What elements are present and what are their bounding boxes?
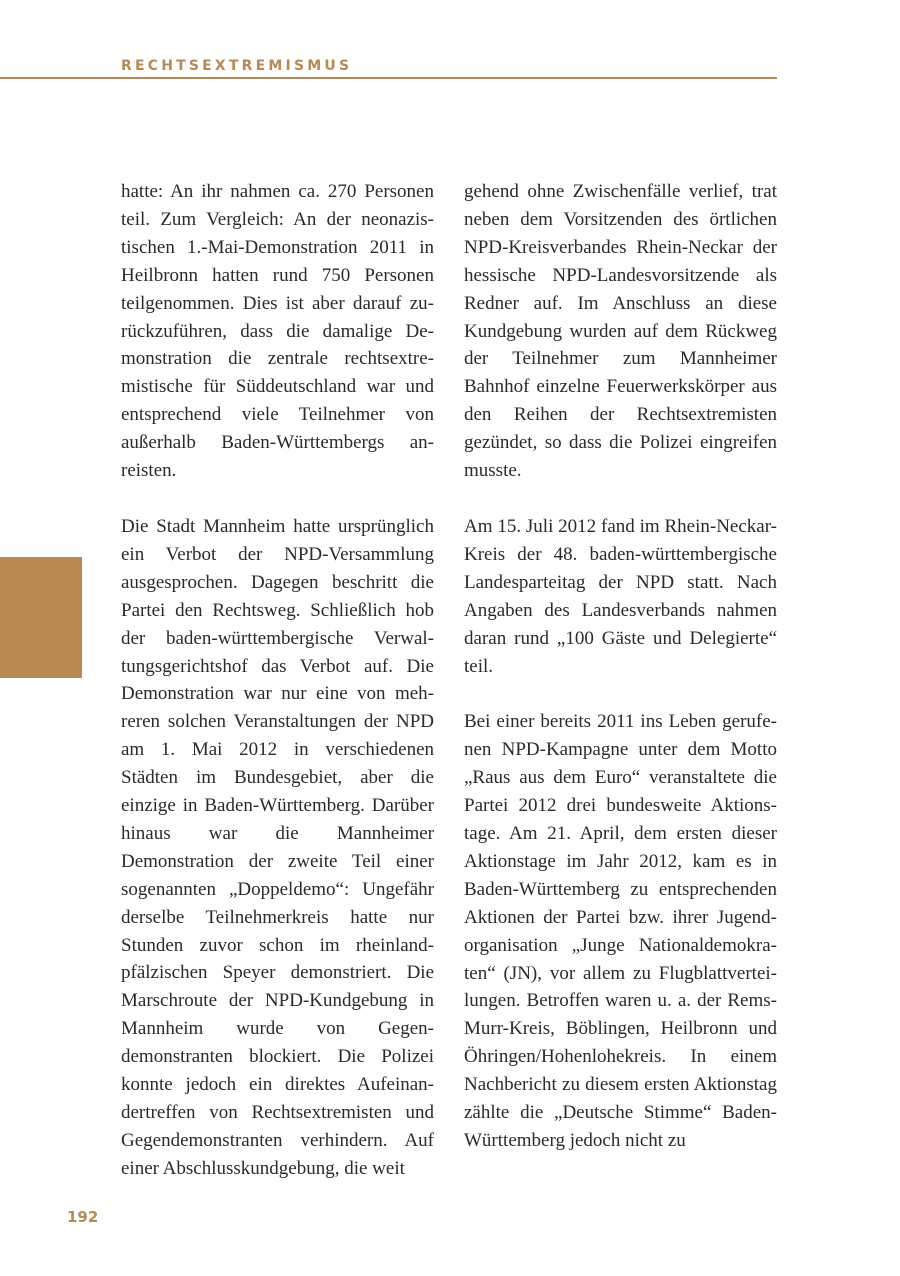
paragraph: hatte: An ihr nahmen ca. 270 Personen teil. Zum Vergleich: An der neonazistischen 1.-Mai-Demonstration 2011 in Heilbronn hatten rund 750 Personen teilgenommen. Dies ist aber darauf zurückzuführen, dass die damalige Demonstration die zentrale rechtsextremistische für Süddeutschland war und entsprechend viele Teilnehmer von außerhalb Baden-Württembergs anreisten. — [121, 181, 434, 482]
text-column-right — [464, 178, 777, 1155]
text-column-left — [121, 178, 434, 1183]
paragraph: Bei einer bereits 2011 ins Leben gerufenen NPD-Kampagne unter dem Motto „Raus aus dem Euro“ veranstaltete die Partei 2012 drei bundesweite Aktionstage. Am 21. April, dem ersten dieser Aktionstage im Jahr 2012, kam es in Baden-Württemberg zu entsprechenden Aktionen der Partei bzw. ihrer Jugendorganisation „Junge Nationaldemokraten“ (JN), vor allem zu Flugblattverteilungen. Betroffen waren u. a. der Rems-Murr-Kreis, Böblingen, Heilbronn und Öhringen/Hohenlohekreis. In einem Nachbericht zu diesem ersten Aktionstag zählte die „Deutsche Stimme“ Baden-Württemberg jedoch nicht zu — [464, 711, 777, 1151]
paragraph: Die Stadt Mannheim hatte ursprünglich ein Verbot der NPD-Versammlung ausgesprochen. Dagegen beschritt die Partei den Rechtsweg. Schließlich hob der baden-württembergische Verwaltungsgerichtshof das Verbot auf. Die Demonstration war nur eine von mehreren solchen Veranstaltungen der NPD am 1. Mai 2012 in verschiedenen Städten im Bundesgebiet, aber die einzige in Baden-Württemberg. Darüber hinaus war die Mannheimer Demonstration der zweite Teil einer sogenannten „Doppeldemo“: Ungefähr derselbe Teilnehmerkreis hatte nur Stunden zuvor schon im rheinland-pfälzischen Speyer demonstriert. Die Marschroute der NPD-Kundgebung in Mannheim wurde von Gegendemonstranten blockiert. Die Polizei konnte jedoch ein direktes Aufeinandertreffen von Rechtsextremisten und Gegendemonstranten verhindern. Auf einer Abschlusskundgebung, die weit — [121, 515, 434, 1179]
chapter-tab-marker — [0, 557, 82, 678]
page-number: 192 — [67, 1208, 99, 1226]
paragraph: gehend ohne Zwischenfälle verlief, trat neben dem Vorsitzenden des örtlichen NPD-Kreisverbandes Rhein-Neckar der hessische NPD-Landesvorsitzende als Redner auf. Im Anschluss an diese Kundgebung wurden auf dem Rückweg der Teilnehmer zum Mannheimer Bahnhof einzelne Feuerwerkskörper aus den Reihen der Rechtsextremisten gezündet, so dass die Polizei eingreifen musste. — [464, 181, 777, 482]
header-rule — [0, 77, 777, 79]
running-title: RECHTSEXTREMISMUS — [121, 58, 353, 74]
paragraph: Am 15. Juli 2012 fand im Rhein-Neckar-Kreis der 48. baden-württembergische Landesparteitag der NPD statt. Nach Angaben des Landesverbands nahmen daran rund „100 Gäste und Delegierte“ teil. — [464, 515, 777, 677]
